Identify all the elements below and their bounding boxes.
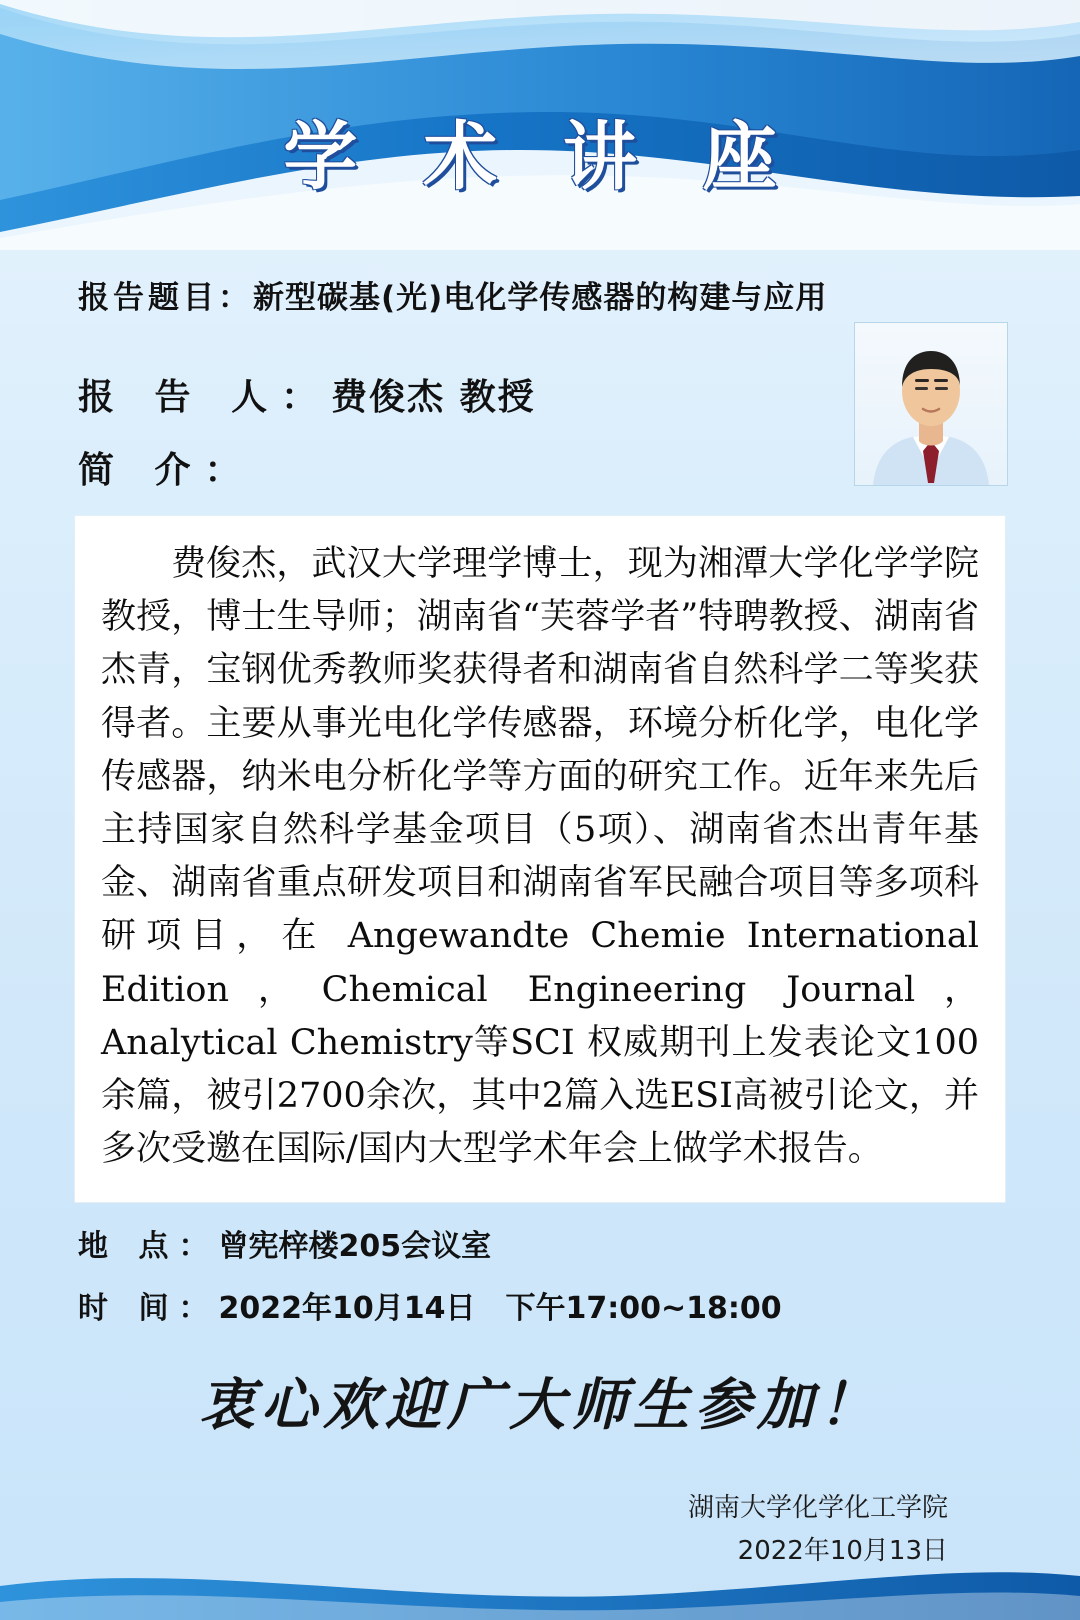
time-row bbox=[78, 1283, 1080, 1327]
place-label: 地 点： bbox=[78, 1229, 219, 1265]
topic-row bbox=[78, 272, 1080, 317]
place-row bbox=[78, 1221, 1080, 1265]
topic-value: 新型碳基(光)电化学传感器的构建与应用 bbox=[253, 280, 828, 316]
poster-content bbox=[0, 250, 1080, 1573]
bio-text: 费俊杰，武汉大学理学博士，现为湘潭大学化学学院教授，博士生导师；湖南省“芙蓉学者”特聘教授、湖南省杰青，宝钢优秀教师奖获得者和湖南省自然科学二等奖获得者。主要从事光电化学传感器，环境分析化学，电化学传感器，纳米电分析化学等方面的研究工作。近年来先后主持国家自然科学基金项目（5项）、湖南省杰出青年基金、湖南省重点研发项目和湖南省军民融合项目等多项科研项目，在 Angewandte Chemie International Edition，Chemical Engineering Journal，Analytical Chemistry等SCI 权威期刊上发表论文100余篇，被引2700余次，其中2篇入选ESI高被引论文，并多次受邀在国际/国内大型学术年会上做学术报告。 bbox=[101, 544, 979, 1170]
bio-box bbox=[74, 515, 1006, 1203]
topic-label: 报告题目： bbox=[78, 280, 253, 316]
intro-label: 简 介： bbox=[78, 450, 255, 491]
speaker-row bbox=[78, 369, 1080, 420]
organizer-name: 湖南大学化学化工学院 bbox=[687, 1493, 948, 1524]
header-decoration bbox=[0, 0, 1080, 250]
place-value: 曾宪梓楼205会议室 bbox=[218, 1229, 492, 1265]
speaker-label: 报 告 人： bbox=[78, 377, 332, 418]
time-range: 下午17:00~18:00 bbox=[505, 1291, 782, 1327]
footer-decoration bbox=[0, 1550, 1080, 1620]
footer-wave-graphic bbox=[0, 1550, 1080, 1620]
time-date: 2022年10月14日 bbox=[218, 1291, 476, 1327]
speaker-value: 费俊杰 教授 bbox=[331, 377, 536, 418]
welcome-message: 衷心欢迎广大师生参加！ bbox=[199, 1372, 881, 1439]
issue-date: 2022年10月13日 bbox=[737, 1536, 948, 1567]
page-title: 学 术 讲 座 bbox=[283, 114, 797, 200]
time-label: 时 间： bbox=[78, 1291, 219, 1327]
